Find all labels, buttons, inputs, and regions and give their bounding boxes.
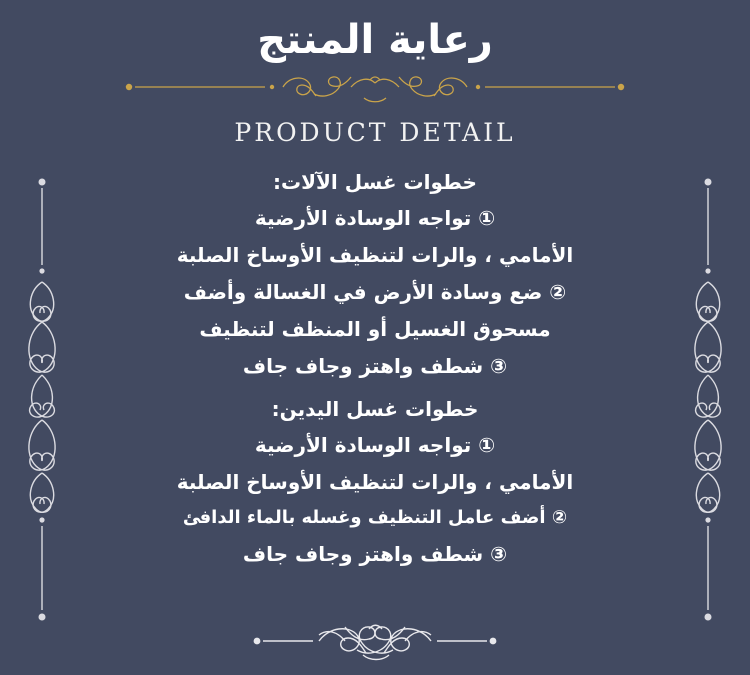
section-2-line-3: ② أضف عامل التنظيف وغسله بالماء الدافئ bbox=[182, 507, 568, 528]
product-detail-content bbox=[85, 172, 665, 581]
section-1-heading: خطوات غسل الآلات: bbox=[273, 170, 477, 194]
page-title-arabic: رعاية المنتج bbox=[257, 17, 493, 63]
section-2-line-1: ① تواجه الوسادة الأرضية bbox=[254, 433, 496, 457]
section-1-line-5: ③ شطف واهتز وجاف جاف bbox=[242, 354, 508, 378]
floral-divider-ornament bbox=[115, 70, 635, 104]
section-1-line-1: ① تواجه الوسادة الأرضية bbox=[254, 206, 496, 230]
section-2-line-2: الأمامي ، والرات لتنظيف الأوساخ الصلبة bbox=[176, 470, 574, 494]
vertical-floral-ornament-left bbox=[12, 170, 72, 640]
section-1-line-3: ② ضع وسادة الأرض في الغسالة وأضف bbox=[183, 280, 567, 304]
section-1-line-2: الأمامي ، والرات لتنظيف الأوساخ الصلبة bbox=[176, 243, 574, 267]
vertical-floral-ornament-right bbox=[678, 170, 738, 640]
section-1-line-4: مسحوق الغسيل أو المنظف لتنظيف bbox=[199, 317, 551, 341]
section-2-heading: خطوات غسل اليدين: bbox=[271, 397, 479, 421]
section-2-line-4: ③ شطف واهتز وجاف جاف bbox=[242, 542, 508, 566]
horizontal-floral-ornament-bottom bbox=[0, 621, 750, 661]
page-title-english: PRODUCT DETAIL bbox=[234, 118, 516, 147]
